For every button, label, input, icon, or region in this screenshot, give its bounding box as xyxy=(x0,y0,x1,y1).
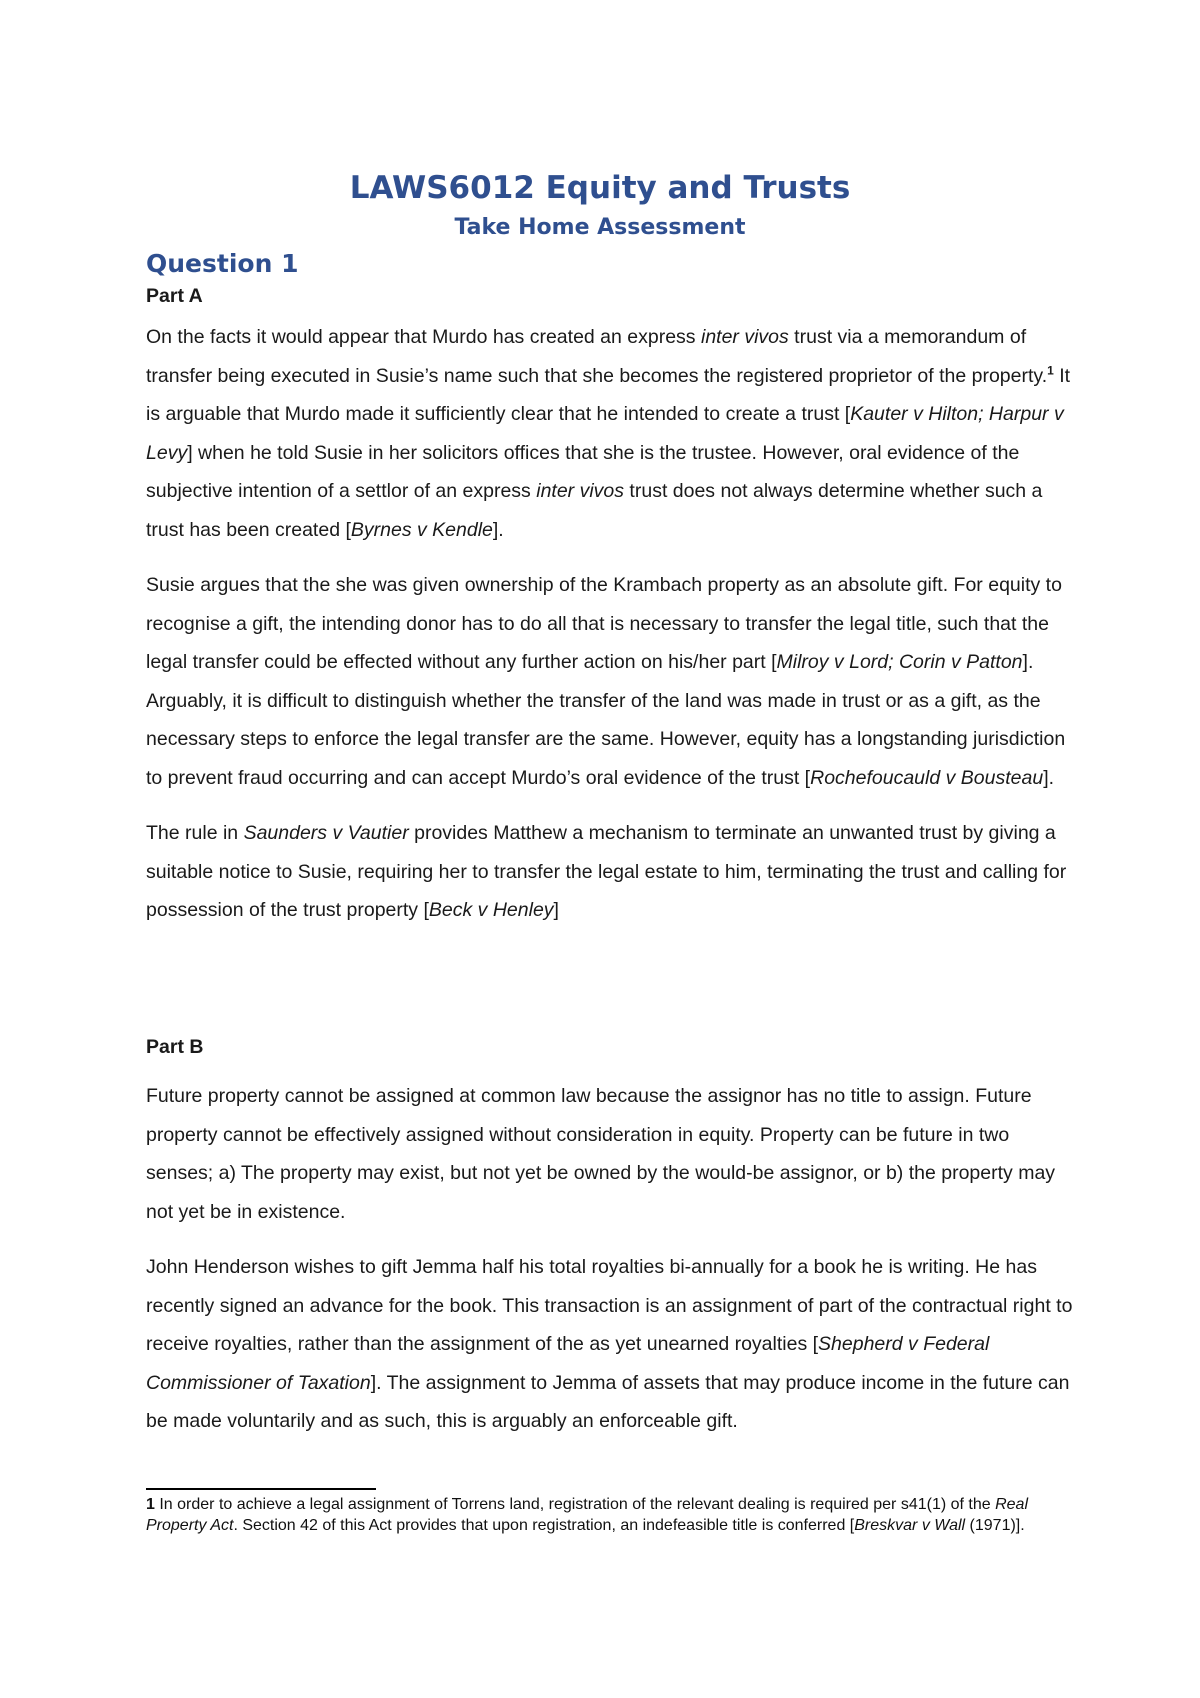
statute-citation: Real Property Act xyxy=(146,1496,1028,1534)
case-citation: Shepherd v Federal Commissioner of Taxation xyxy=(146,1333,990,1394)
footnote-number: 1 xyxy=(146,1496,155,1513)
text: On the facts it would appear that Murdo has created an express xyxy=(146,326,701,348)
part-a-paragraph-3 xyxy=(146,814,1076,930)
part-b-section xyxy=(146,1034,1076,1441)
case-citation: Breskvar v Wall xyxy=(854,1517,966,1534)
text: provides Matthew a mechanism to terminate an unwanted trust by giving a suitable notice to Susie, requiring her to transfer the legal estate to him, terminating the trust and calling for possession of the trust property [ xyxy=(146,822,1067,921)
document-title: LAWS6012 Equity and Trusts xyxy=(349,170,851,206)
text: trust does not always determine whether such a trust has been created [ xyxy=(146,480,1043,541)
part-a-section xyxy=(146,283,1076,930)
part-b-heading: Part B xyxy=(146,1036,204,1058)
case-citation: Rochefoucauld v Bousteau xyxy=(810,766,1044,789)
case-citation: Saunders v Vautier xyxy=(243,822,409,844)
text: . Section 42 of this Act provides that upon registration, an indefeasible title is conferred [ xyxy=(233,1517,855,1534)
case-citation: Beck v Henley xyxy=(428,899,554,921)
part-b-paragraph-1: Future property cannot be assigned at common law because the assignor has no title to assign. Future property cannot be effectively assigned without consideration in equity. Property can be future in two senses; a) The property may exist, but not yet be owned by the would-be assignor, or b) the property may not yet be in existence. xyxy=(146,1085,1056,1223)
text: The rule in xyxy=(146,822,244,844)
footnote-1 xyxy=(146,1494,1076,1536)
text-italic: inter vivos xyxy=(536,480,625,502)
part-a-paragraph-1 xyxy=(146,318,1076,549)
text: In order to achieve a legal assignment of Torrens land, registration of the relevant dealing is required per s41(1) of the xyxy=(154,1496,996,1513)
text-italic: inter vivos xyxy=(700,326,789,348)
question-heading: Question 1 xyxy=(146,249,299,278)
text: (1971)]. xyxy=(965,1517,1025,1534)
text: ] xyxy=(553,899,559,921)
part-b-paragraph-2 xyxy=(146,1248,1076,1441)
document-subtitle: Take Home Assessment xyxy=(454,215,746,240)
case-citation: Milroy v Lord; Corin v Patton xyxy=(776,651,1023,673)
text: ]. The assignment to Jemma of assets that may produce income in the future can be made voluntarily and as such, this is arguably an enforceable gift. xyxy=(146,1371,1070,1432)
footnote-separator xyxy=(146,1488,376,1490)
text: John Henderson wishes to gift Jemma half his total royalties bi-annually for a book he is writing. He has recently signed an advance for the book. This transaction is an assignment of part of the contractual right to receive royalties, rather than the assignment of the as yet unearned royalties [ xyxy=(146,1256,1073,1355)
part-a-paragraph-2 xyxy=(146,566,1076,797)
footnote-reference[interactable]: 1 xyxy=(1047,363,1054,377)
text: ]. Arguably, it is difficult to distinguish whether the transfer of the land was made in trust or as a gift, as the necessary steps to enforce the legal transfer are the same. However, equity has a longstanding jurisdiction to prevent fraud occurring and can accept Murdo’s oral evidence of the trust [ xyxy=(146,651,1066,789)
case-citation: Kauter v Hilton; Harpur v Levy xyxy=(146,403,1064,464)
text: Susie argues that the she was given ownership of the Krambach property as an absolute gift. For equity to recognise a gift, the intending donor has to do all that is necessary to transfer the legal title, such that the legal transfer could be effected without any further action on his/her part [ xyxy=(146,574,1062,673)
case-citation: Byrnes v Kendle xyxy=(350,518,493,541)
part-a-heading: Part A xyxy=(146,285,203,307)
text: trust via a memorandum of transfer being executed in Susie’s name such that she becomes the registered proprietor of the property. xyxy=(146,326,1048,387)
text: ]. xyxy=(1043,766,1055,789)
text: ]. xyxy=(492,518,504,541)
text: It is arguable that Murdo made it sufficiently clear that he intended to create a trust [ xyxy=(146,364,1071,425)
text: ] when he told Susie in her solicitors offices that she is the trustee. However, oral evidence of the subjective intention of a settlor of an express xyxy=(146,441,1020,502)
